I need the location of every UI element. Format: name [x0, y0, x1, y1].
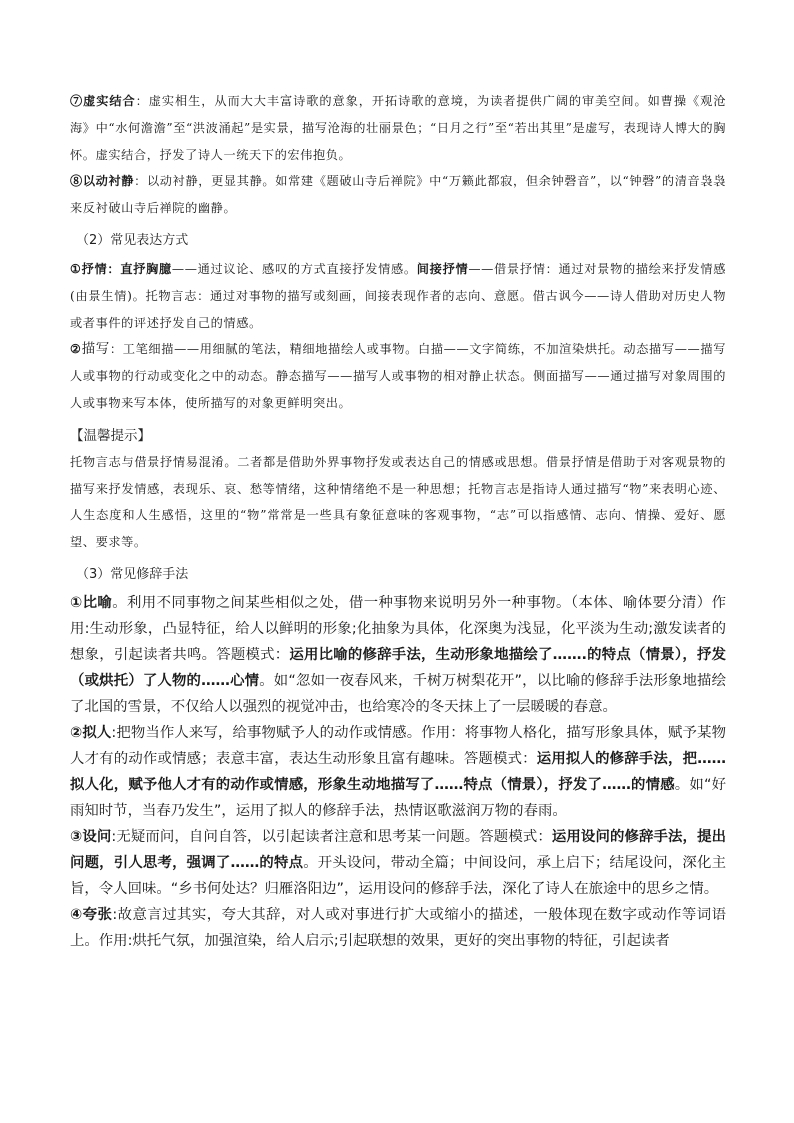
- paragraph-personification: [70, 720, 726, 824]
- paragraph-text: :故意言过其实，夸大其辞，对人或对事进行扩大或缩小的描述，一般体现在数字或动作等词语上。作用:烘托气氛，加强渲染，给人启示;引起联想的效果，更好的突出事物的特征，引起读者: [70, 906, 726, 949]
- paragraph-text: :把物当作人来写，给事物赋予人的动作或情感。作用：将事物人格化，描写形象具体，赋予某物人才有的动作或情感；表意丰富，表达生动形象且富有趣味。答题模式：: [70, 724, 726, 767]
- term-indirect: 间接抒情: [416, 261, 469, 276]
- term-title: 拟人: [82, 724, 112, 741]
- paragraph-metaphor: [70, 590, 726, 720]
- marker: ②: [70, 342, 82, 357]
- paragraph-description: [70, 336, 726, 416]
- term-title: 夸张: [82, 906, 113, 923]
- paragraph-motion-stillness: [70, 168, 726, 222]
- paragraph-text: ：虚实相生，从而大大丰富诗歌的意象，开拓诗歌的意境，为读者提供广阔的审美空间。如曹操《观沧海》中“水何澹澹”至“洪波涌起”是实景，描写沧海的壮丽景色；“日月之行”至“若出其里”是虚写，表现诗人博大的胸怀。虚实结合，抒发了诗人一统天下的宏伟抱负。: [70, 94, 727, 162]
- paragraph-text: :无疑而问，自问自答，以引起读者注意和思考某一问题。答题模式：: [111, 828, 552, 845]
- tip-heading: 【温馨提示】: [70, 427, 151, 444]
- tip-text: 托物言志与借景抒情易混淆。二者都是借助外界事物抒发或表达自己的情感或思想。借景抒情是借助于对客观景物的描写来抒发情感，表现乐、哀、愁等情绪，这种情绪绝不是一种思想；托物言志是指诗人通过描写“物”来表明心迹、人生态度和人生感悟，这里的“物”常常是一些具有象征意味的客观事物，“志”可以指感情、志向、情操、爱好、愿望、要求等。: [70, 454, 726, 550]
- paragraph-text: 。如“好雨知时节，当春乃发生”，运用了拟人的修辞手法，热情讴歌滋润万物的春雨。: [70, 776, 726, 819]
- term-title: 虚实结合: [83, 94, 136, 108]
- term-title: 以动衬静: [82, 174, 135, 189]
- term-title: 描写: [81, 341, 110, 358]
- term-title: 比喻: [82, 594, 113, 611]
- paragraph-text: 。开头设问，带动全篇；中间设问，承上启下；结尾设问，深化主旨，令人回味。“乡书何处达？归雁洛阳边”，运用设问的修辞手法，深化了诗人在旅途中的思乡之情。: [70, 854, 726, 897]
- tip-paragraph: [70, 449, 726, 556]
- section-heading-rhetoric: （3）常见修辞手法: [76, 566, 189, 582]
- marker: ①: [70, 261, 82, 276]
- paragraph-exaggeration: [70, 902, 726, 954]
- paragraph-text: 。利用不同事物之间某些相似之处，借一种事物来说明另外一种事物。（本体、喻体要分清）作用:生动形象，凸显特征，给人以鲜明的形象;化抽象为具体，化深奥为浅显，化平淡为生动;激发读者的想象，引起读者共鸣。答题模式：: [70, 594, 726, 663]
- section-heading-expression: （2）常见表达方式: [76, 232, 189, 248]
- paragraph-text: ：以动衬静，更显其静。如常建《题破山寺后禅院》中“万籁此都寂，但余钟磬音”，以“钟磬”的清音袅袅来反衬破山寺后禅院的幽静。: [70, 174, 726, 216]
- paragraph-text: 。如“忽如一夜春风来，千树万树梨花开”，以比喻的修辞手法形象地描绘了北国的雪景，不仅给人以强烈的视觉冲击，也给寒冷的冬天抹上了一层暖暖的春意。: [70, 672, 726, 715]
- marker: ①: [70, 594, 83, 611]
- marker: ④: [70, 906, 83, 923]
- paragraph-text: ：工笔细描——用细腻的笔法，精细地描绘人或事物。白描——文字简练，不加渲染烘托。动态描写——描写人或事物的行动或变化之中的动态。静态描写——描写人或事物的相对静止状态。侧面描写——通过描写对象周围的人或事物来写本体，使所描写的对象更鲜明突出。: [70, 342, 726, 410]
- term-title: 抒情：: [81, 261, 121, 276]
- paragraph-text: ——通过议论、感叹的方式直接抒发情感。: [171, 261, 417, 276]
- answer-template: 运用拟人的修辞手法，把……拟人化，赋予他人才有的动作或情感，形象生动地描写了……特点（情景），抒发了……的情感: [70, 750, 726, 793]
- marker: ③: [70, 828, 83, 845]
- paragraph-virtual-real: [70, 88, 726, 168]
- paragraph-text: ——借景抒情：通过对景物的描绘来抒发情感(由景生情)。托物言志：通过对事物的描写或刻画，间接表现作者的志向、意愿。借古讽今——诗人借助对历史人物或者事件的评述抒发自己的情感。: [70, 261, 727, 330]
- term-title: 设问: [82, 828, 112, 845]
- term-direct: 直抒胸臆: [120, 261, 172, 276]
- marker: ⑧: [70, 174, 83, 189]
- answer-template: 运用设问的修辞手法，提出问题，引人思考，强调了……的特点: [70, 828, 726, 871]
- answer-template: 运用比喻的修辞手法，生动形象地描绘了…….的特点（情景），抒发（或烘托）了人物的……心情: [70, 646, 726, 689]
- marker: ②: [70, 724, 83, 741]
- paragraph-lyric: [70, 256, 726, 336]
- marker: ⑦: [70, 94, 84, 108]
- document-page: [70, 88, 726, 954]
- paragraph-rhetorical-question: [70, 824, 726, 902]
